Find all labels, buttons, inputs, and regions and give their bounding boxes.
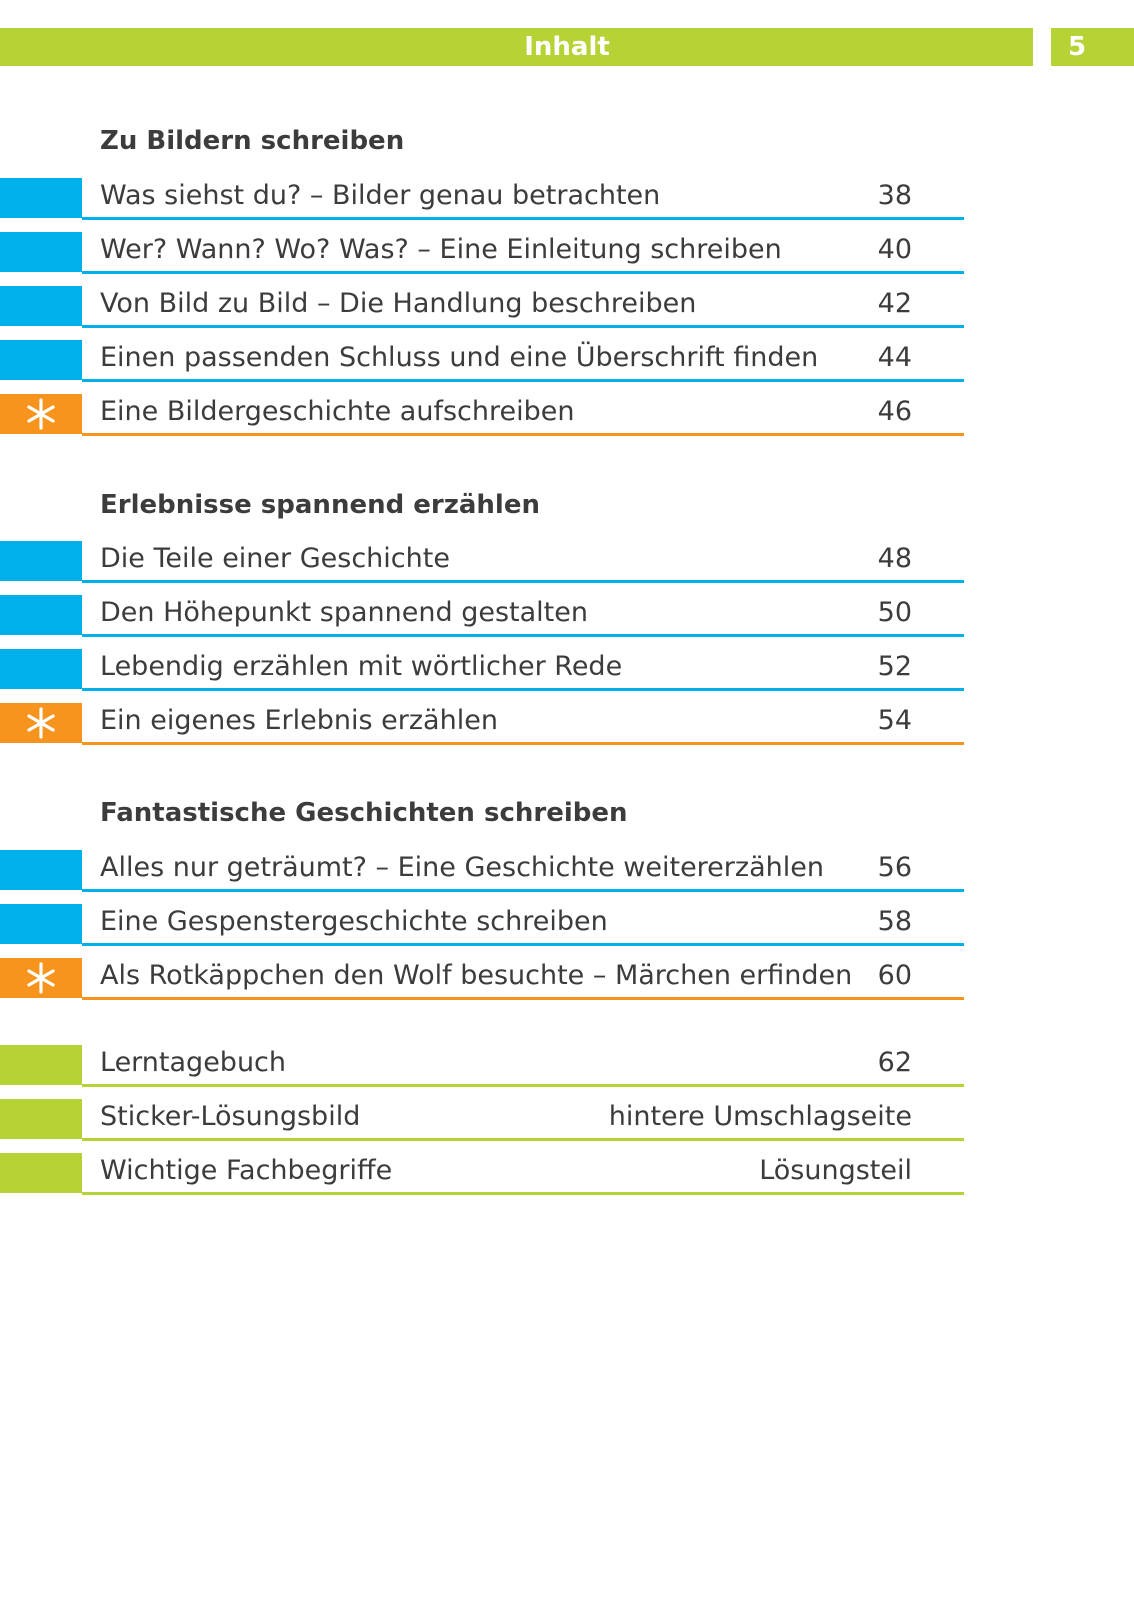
section-marker [0,703,82,743]
toc-entry[interactable] [0,232,964,272]
toc-entry-title: Den Höhepunkt spannend gestalten [100,597,588,628]
section-marker [0,340,82,380]
toc-entry-page: 46 [877,396,912,427]
toc-entry-page: 42 [877,288,912,319]
toc-entry[interactable] [0,595,964,635]
star-icon [24,961,58,995]
toc-entry[interactable] [0,394,964,434]
toc-entry[interactable] [0,850,964,890]
section-heading: Fantastische Geschichten schreiben [100,798,628,828]
toc-entry-page: 44 [877,342,912,373]
toc-entry[interactable] [0,1045,964,1085]
section-marker [0,286,82,326]
toc-entry-title: Eine Bildergeschichte aufschreiben [100,396,575,427]
toc-underline [82,217,964,220]
toc-entry-page: 40 [877,234,912,265]
toc-underline [82,742,964,745]
toc-entry-title: Lerntagebuch [100,1047,287,1078]
section-marker [0,1099,82,1139]
section-marker [0,394,82,434]
section-marker [0,850,82,890]
toc-underline [82,688,964,691]
toc-entry-page: 52 [877,651,912,682]
toc-entry-title: Was siehst du? – Bilder genau betrachten [100,180,661,211]
section-marker [0,1045,82,1085]
toc-entry-page: 60 [877,960,912,991]
toc-entry-title: Ein eigenes Erlebnis erzählen [100,705,498,736]
toc-entry-page: Lösungsteil [759,1155,912,1186]
section-marker [0,178,82,218]
toc-entry-page: 58 [877,906,912,937]
toc-entry-page: 56 [877,852,912,883]
toc-underline [82,379,964,382]
toc-entry[interactable] [0,1099,964,1139]
toc-entry[interactable] [0,541,964,581]
toc-underline [82,1084,964,1087]
toc-underline [82,634,964,637]
toc-entry[interactable] [0,178,964,218]
section-marker [0,649,82,689]
toc-entry[interactable] [0,904,964,944]
toc-entry-page: 48 [877,543,912,574]
section-marker [0,541,82,581]
toc-entry-title: Lebendig erzählen mit wörtlicher Rede [100,651,623,682]
toc-entry-title: Sticker-Lösungsbild [100,1101,361,1132]
toc-entry-title: Wer? Wann? Wo? Was? – Eine Einleitung schreiben [100,234,782,265]
section-marker [0,958,82,998]
toc-underline [82,1192,964,1195]
toc-underline [82,580,964,583]
toc-entry[interactable] [0,340,964,380]
toc-entry-title: Als Rotkäppchen den Wolf besuchte – Märchen erfinden [100,960,853,991]
section-marker [0,904,82,944]
star-icon [24,706,58,740]
section-marker [0,232,82,272]
toc-underline [82,271,964,274]
toc-underline [82,1138,964,1141]
toc-underline [82,889,964,892]
star-icon [24,397,58,431]
toc-entry[interactable] [0,286,964,326]
toc-entry-page: hintere Umschlagseite [608,1101,912,1132]
toc-entry-title: Eine Gespenstergeschichte schreiben [100,906,608,937]
toc-entry-page: 54 [877,705,912,736]
toc-entry-title: Alles nur geträumt? – Eine Geschichte weitererzählen [100,852,824,883]
section-marker [0,595,82,635]
toc-entry-title: Von Bild zu Bild – Die Handlung beschreiben [100,288,697,319]
toc-entry-title: Die Teile einer Geschichte [100,543,450,574]
toc-entry-page: 38 [877,180,912,211]
page-title: Inhalt [524,32,610,62]
toc-underline [82,433,964,436]
section-marker [0,1153,82,1193]
toc-entry[interactable] [0,649,964,689]
section-heading: Erlebnisse spannend erzählen [100,490,540,520]
section-heading: Zu Bildern schreiben [100,126,405,156]
toc-underline [82,325,964,328]
toc-entry-title: Wichtige Fachbegriffe [100,1155,393,1186]
toc-underline [82,997,964,1000]
toc-entry[interactable] [0,703,964,743]
toc-entry[interactable] [0,1153,964,1193]
toc-entry-title: Einen passenden Schluss und eine Überschrift finden [100,342,819,373]
toc-entry-page: 62 [877,1047,912,1078]
toc-underline [82,943,964,946]
page-number: 5 [1051,28,1134,66]
toc-entry-page: 50 [877,597,912,628]
toc-entry[interactable] [0,958,964,998]
